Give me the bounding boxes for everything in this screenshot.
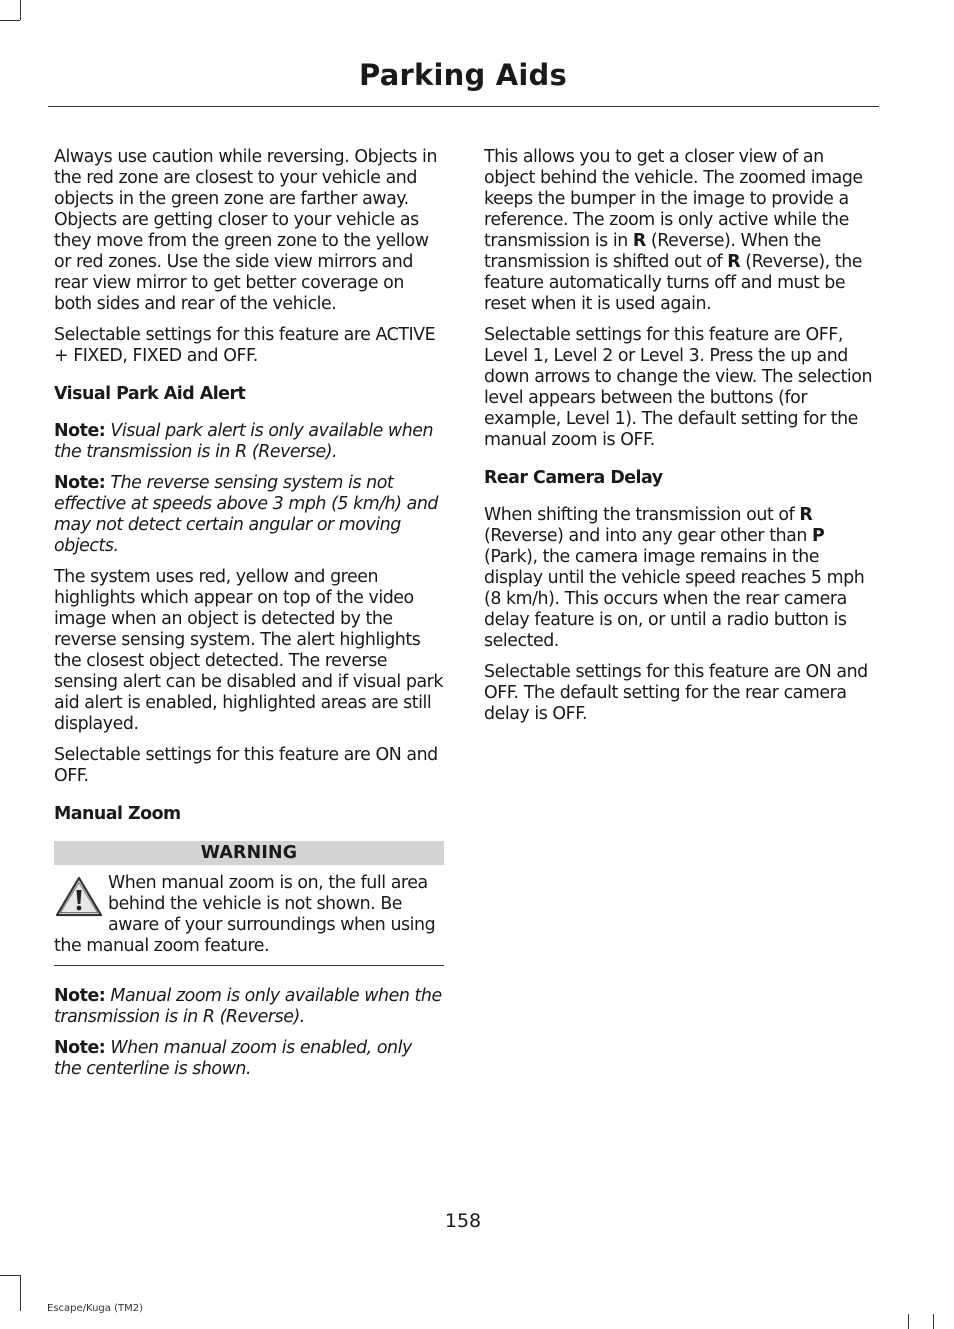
warning-triangle-icon <box>54 875 104 919</box>
text-segment: When shifting the transmission out of <box>484 505 800 525</box>
gear-letter-r: R <box>727 252 741 272</box>
crop-mark-top-left-h <box>0 20 20 21</box>
page-number: 158 <box>444 1210 482 1232</box>
note-manual-zoom-centerline <box>54 1038 444 1080</box>
note-text: When manual zoom is enabled, only the centerline is shown. <box>54 1038 412 1079</box>
page-title: Parking Aids <box>359 58 567 92</box>
left-column <box>54 147 444 1090</box>
text-segment: (Reverse). When the transmission is shifted out of <box>484 231 821 272</box>
paragraph-highlights: The system uses red, yellow and green highlights which appear on top of the video image when an object is detected by the reverse sensing system. The alert highlights the closest object detected. The reverse sensing alert can be disabled and if visual park aid alert is enabled, highlighted areas are still displayed. <box>54 567 443 734</box>
warning-divider <box>54 965 444 966</box>
paragraph-settings-visual: Selectable settings for this feature are ACTIVE + FIXED, FIXED and OFF. <box>54 325 436 366</box>
warning-text: When manual zoom is on, the full area behind the vehicle is not shown. Be aware of your surroundings when using the manual zoom feature. <box>54 873 436 956</box>
note-visual-park-alert <box>54 421 444 463</box>
note-text: Visual park alert is only available when the transmission is in R (Reverse). <box>54 421 434 462</box>
note-label: Note: <box>54 986 106 1006</box>
footer-model: Escape/Kuga (TM2) <box>47 1303 143 1314</box>
crop-mark-bottom-left-v <box>20 1275 21 1311</box>
text-segment: (Reverse) and into any gear other than <box>484 526 813 546</box>
paragraph-delay-settings: Selectable settings for this feature are ON and OFF. The default setting for the rear camera delay is OFF. <box>484 662 868 724</box>
paragraph-camera-delay <box>484 505 874 652</box>
gear-letter-p: P <box>812 526 825 546</box>
note-label: Note: <box>54 473 106 493</box>
crop-mark-bottom-right <box>933 1314 934 1329</box>
note-text: The reverse sensing system is not effective at speeds above 3 mph (5 km/h) and may not detect certain angular or moving objects. <box>54 473 438 556</box>
warning-header: WARNING <box>54 841 444 865</box>
note-manual-zoom-reverse <box>54 986 444 1028</box>
gear-letter-r: R <box>632 231 646 251</box>
warning-body <box>54 873 444 957</box>
text-segment: (Park), the camera image remains in the display until the vehicle speed reaches 5 mph (8 km/h). This occurs when the rear camera delay feature is on, or until a radio button is selected. <box>484 547 865 651</box>
crop-mark-bottom-left-h <box>0 1275 20 1276</box>
paragraph-zoom-settings: Selectable settings for this feature are OFF, Level 1, Level 2 or Level 3. Press the up and down arrows to change the view. The selection level appears between the buttons (for example, Level 1). The default setting for the manual zoom is OFF. <box>484 325 873 450</box>
crop-mark-top-left-v <box>20 0 21 20</box>
note-label: Note: <box>54 421 106 441</box>
heading-rear-camera-delay: Rear Camera Delay <box>484 468 663 488</box>
heading-visual-park-aid-alert: Visual Park Aid Alert <box>54 384 246 404</box>
text-segment: (Reverse), the feature automatically turns off and must be reset when it is used again. <box>484 252 863 314</box>
right-column <box>484 147 874 735</box>
title-divider <box>48 106 879 107</box>
paragraph-settings-on-off: Selectable settings for this feature are ON and OFF. <box>54 745 438 786</box>
note-text: Manual zoom is only available when the transmission is in R (Reverse). <box>54 986 442 1027</box>
text-segment: This allows you to get a closer view of an object behind the vehicle. The zoomed image keeps the bumper in the image to provide a reference. The zoom is only active while the transmission is in <box>484 147 863 251</box>
note-label: Note: <box>54 1038 106 1058</box>
note-reverse-sensing <box>54 473 444 557</box>
crop-mark-bottom-mid <box>908 1314 909 1329</box>
heading-manual-zoom: Manual Zoom <box>54 804 181 824</box>
paragraph-caution: Always use caution while reversing. Objects in the red zone are closest to your vehicle and objects in the green zone are farther away. Objects are getting closer to your vehicle as they move from the green zone to the yellow or red zones. Use the side view mirrors and rear view mirror to get better coverage on both sides and rear of the vehicle. <box>54 147 438 314</box>
gear-letter-r: R <box>799 505 813 525</box>
paragraph-zoom-description <box>484 147 874 315</box>
